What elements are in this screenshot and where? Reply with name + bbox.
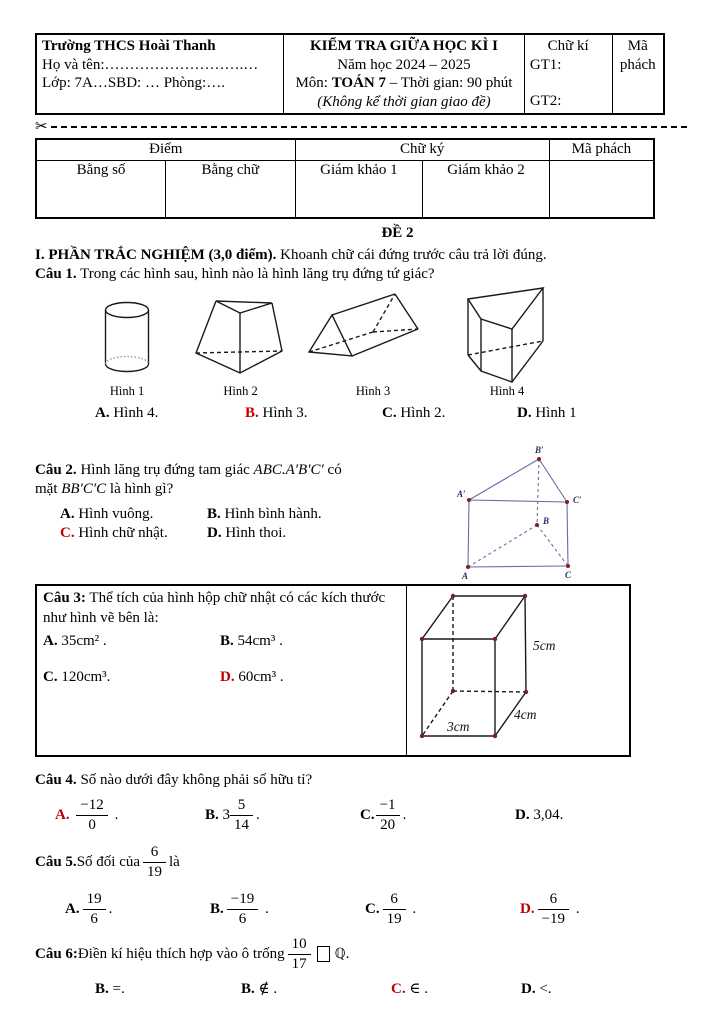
question-5-text: Câu 5. Số đối của $\frac{6}{19}$ là <box>35 843 180 880</box>
option-a: A. Hình 4. <box>95 405 159 421</box>
grade-table <box>35 138 655 219</box>
cut-line <box>35 119 695 135</box>
option-b: B. 54cm³ . <box>220 633 283 649</box>
subject-line: Môn: TOÁN 7 – Thời gian: 90 phút <box>295 75 513 91</box>
question-2 <box>35 445 695 583</box>
gt1-label: GT1: <box>529 56 562 73</box>
class-line: Lớp: 7A…SBD: … Phòng:…. <box>42 75 225 91</box>
vertex-label-b-prime: B′ <box>535 445 544 455</box>
school-year: Năm học 2024 – 2025 <box>337 56 471 73</box>
cuboid-figure <box>413 588 628 748</box>
examiner1-cell: Giám khảo 1 <box>295 160 423 218</box>
fraction: $\frac{6}{-19}$ <box>538 890 569 929</box>
depth-dim-label: 4cm <box>513 707 537 722</box>
option-a: A. $\frac{-12}{0}$ . <box>55 796 119 833</box>
figure-3-caption: Hình 3 <box>355 384 391 398</box>
option-a: A. Hình vuông. <box>60 506 154 522</box>
fraction: $\frac{-19}{6}$ <box>227 890 258 929</box>
option-d: D. Hình 1 <box>517 405 577 421</box>
question-2-text: Câu 2. Hình lăng trụ đứng tam giác ABC.A′B′C′ có mặt BB′C′C là hình gì? <box>35 462 342 497</box>
question-6-options <box>95 976 695 1002</box>
scissors-icon: ✂ <box>35 119 48 135</box>
option-a: A. 35cm² . <box>43 633 107 649</box>
fraction: $\frac{10}{17}$ <box>288 935 311 974</box>
time-note: (Không kể thời gian giao đề) <box>317 93 491 110</box>
cylinder-figure <box>100 300 154 376</box>
vertex-label-c-prime: C′ <box>573 495 582 505</box>
option-b: B. $\frac{-19}{6}$ . <box>210 890 269 927</box>
option-d: D. 60cm³ . <box>220 669 284 685</box>
triangular-prism-figure <box>305 289 425 364</box>
option-c: C. Hình 2. <box>382 405 446 421</box>
rational-set-symbol: ℚ <box>334 946 346 962</box>
score-header: Điểm <box>36 139 295 160</box>
signature-title: Chữ kí <box>547 38 589 54</box>
fraction: $\frac{5}{14}$ <box>230 796 253 835</box>
question-1-text: Câu 1. Trong các hình sau, hình nào là hình lăng trụ đứng tứ giác? <box>35 266 435 282</box>
vertex-dots <box>466 457 570 569</box>
option-c: C. $\frac{6}{19}$ . <box>365 890 417 927</box>
frustum-figure <box>193 295 288 377</box>
option-b: B. Hình bình hành. <box>207 506 322 522</box>
question-3-figure-cell <box>406 585 630 756</box>
vertex-label-a-prime: A′ <box>457 489 466 499</box>
question-5-options <box>65 886 695 932</box>
option-a: A. $\frac{19}{6}$ . <box>65 890 113 927</box>
subject-name: TOÁN 7 <box>331 75 387 91</box>
option-c: C. $\frac{-1}{20}$ . <box>360 796 407 833</box>
vertex-label-c: C <box>565 570 572 580</box>
question-4-text: Câu 4. Số nào dưới đây không phải số hữu tỉ? <box>35 772 313 788</box>
section-heading: I. PHẦN TRẮC NGHIỆM (3,0 điểm). Khoanh chữ cái đứng trước câu trả lời đúng. <box>35 247 547 263</box>
figure-2-caption: Hình 2 <box>223 384 258 398</box>
header-table <box>35 33 665 115</box>
height-dim-label: 5cm <box>532 638 556 653</box>
header-school-cell <box>36 34 284 114</box>
score-by-number-cell: Bằng số <box>36 160 166 218</box>
option-d: D. Hình thoi. <box>207 525 287 541</box>
figure-1-caption: Hình 1 <box>109 384 145 398</box>
option-d: D. $\frac{6}{-19}$ . <box>520 890 580 927</box>
score-by-words-cell: Bằng chữ <box>166 160 296 218</box>
option-4: D. <. <box>521 981 552 997</box>
blank-box <box>317 946 330 962</box>
gt2-label: GT2: <box>529 93 562 109</box>
fraction: $\frac{19}{6}$ <box>83 890 106 929</box>
dashed-cut-line <box>51 126 687 128</box>
standing-prism-figure <box>462 284 552 389</box>
question-3-options <box>43 632 398 687</box>
question-4-options <box>55 792 695 838</box>
question-6-text: Câu 6: Điền kí hiệu thích hợp vào ô trống $\frac{10}{17}$ ℚ . <box>35 935 350 972</box>
question-2-options <box>60 505 455 543</box>
exam-code: ĐỀ 2 <box>381 225 414 241</box>
exam-title: KIỂM TRA GIỮA HỌC KÌ I <box>309 38 498 54</box>
question-3-text-cell <box>36 585 406 756</box>
option-1: B. =. <box>95 981 125 997</box>
student-name-line: Họ và tên:……………………….… <box>42 56 259 73</box>
option-d: D. 3,04. <box>515 806 564 823</box>
question-1-figures <box>35 284 695 402</box>
vertex-label-a: A <box>462 571 469 581</box>
question-3-text: Câu 3: Thể tích của hình hộp chữ nhật có các kích thước như hình vẽ bên là: <box>43 590 386 626</box>
code-header: Mã phách <box>549 139 654 160</box>
code-label: Mã phách <box>619 38 656 73</box>
signature-header: Chữ ký <box>295 139 549 160</box>
prism-abc-figure <box>457 445 587 583</box>
width-dim-label: 3cm <box>446 719 470 734</box>
figure-4-caption: Hình 4 <box>489 384 525 398</box>
fraction: $\frac{-12}{0}$ <box>76 796 107 835</box>
option-b: B. 3 $\frac{5}{14}$ . <box>205 796 260 833</box>
option-3: C. ∈ . <box>391 981 428 997</box>
option-b: B. Hình 3. <box>245 405 308 421</box>
option-c: C. 120cm³. <box>43 669 111 685</box>
fraction: $\frac{-1}{20}$ <box>376 796 400 835</box>
header-exam-cell <box>284 34 525 114</box>
code-empty-cell <box>549 160 654 218</box>
question-1-options <box>95 403 695 423</box>
option-2: B. ∉ . <box>241 981 278 997</box>
question-4 <box>35 771 695 838</box>
option-c: C. Hình chữ nhật. <box>60 525 168 541</box>
header-code-cell <box>612 34 664 114</box>
examiner2-cell: Giám khảo 2 <box>423 160 550 218</box>
school-name: Trường THCS Hoài Thanh <box>42 38 216 54</box>
fraction: $\frac{6}{19}$ <box>143 843 166 882</box>
fraction: $\frac{6}{19}$ <box>383 890 406 929</box>
vertex-label-b: B <box>543 516 550 526</box>
header-signature-cell <box>524 34 612 114</box>
question-3 <box>35 584 631 757</box>
